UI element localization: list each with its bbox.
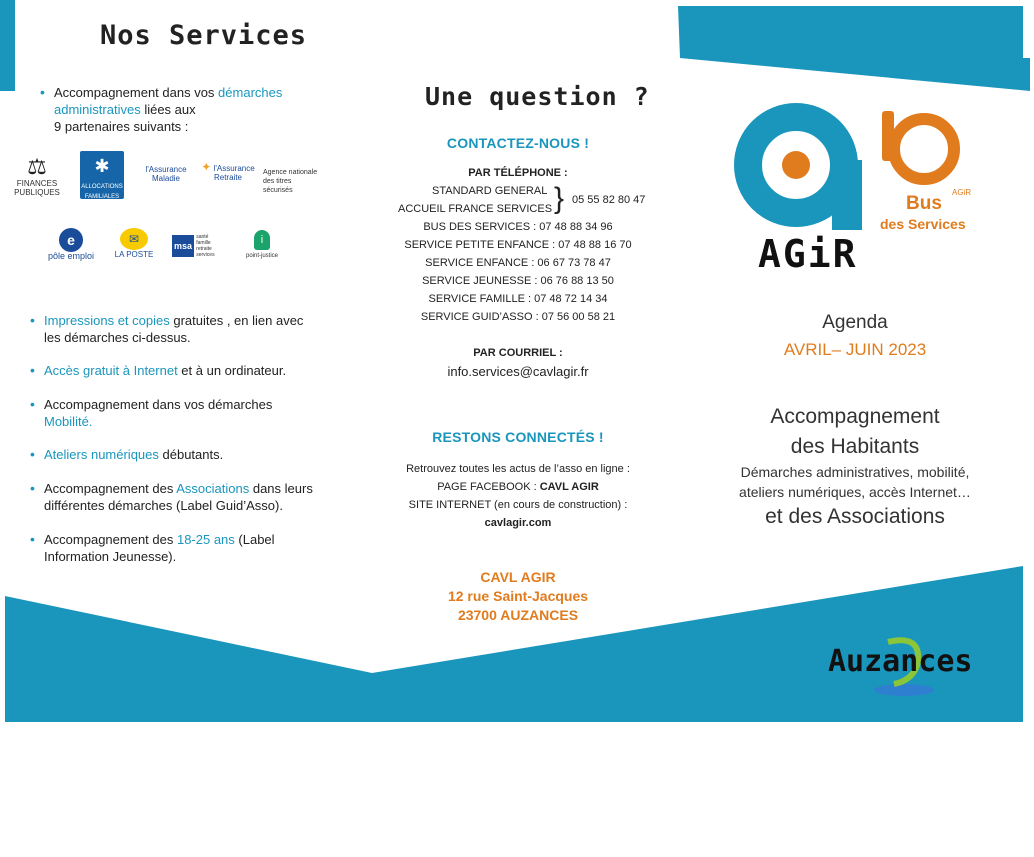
address-line-1: CAVL AGIR bbox=[480, 569, 556, 585]
service-text: Accompagnement des bbox=[44, 532, 177, 547]
acc-line-1: Accompagnement bbox=[770, 405, 940, 428]
site-label: SITE INTERNET (en cours de construction) : bbox=[408, 499, 628, 511]
services-list bbox=[26, 312, 321, 565]
logo-assurance-maladie bbox=[137, 165, 195, 183]
acc-assoc: et des Associations bbox=[765, 505, 945, 528]
intro-text-3: 9 partenaires suivants : bbox=[54, 119, 189, 134]
contact-heading: CONTACTEZ-NOUS ! bbox=[446, 135, 590, 151]
connect-intro: Retrouvez toutes les actus de l’asso en ligne : bbox=[406, 463, 630, 475]
service-text: (Label Information Jeunesse). bbox=[44, 532, 275, 564]
logo-label: LA POSTE bbox=[114, 250, 154, 259]
intro-block bbox=[36, 84, 326, 135]
phone-line: BUS DES SERVICES : 07 48 88 34 96 bbox=[423, 221, 613, 233]
phone-heading: PAR TÉLÉPHONE : bbox=[468, 167, 568, 179]
mail-address[interactable]: info.services@cavlagir.fr bbox=[447, 364, 589, 379]
facebook-label: PAGE FACEBOOK : bbox=[437, 481, 540, 493]
agir-logo-mark bbox=[728, 100, 878, 230]
agir-logo bbox=[728, 100, 878, 280]
service-text: et à un ordinateur. bbox=[177, 363, 287, 378]
contact-block bbox=[368, 134, 668, 382]
connect-heading: RESTONS CONNECTÉS ! bbox=[432, 429, 604, 445]
logo-label: Agence nationale des titres sécurisés bbox=[263, 169, 318, 194]
service-highlight: Accès gratuit à Internet bbox=[44, 363, 178, 378]
address-line-3: 23700 AUZANCES bbox=[457, 607, 579, 623]
facebook-value: CAVL AGIR bbox=[539, 481, 599, 493]
service-highlight: Ateliers numériques bbox=[44, 447, 159, 462]
bus-label: Bus bbox=[906, 193, 942, 214]
accueil-label: ACCUEIL FRANCE SERVICES bbox=[398, 203, 553, 215]
acc-line-2: des Habitants bbox=[790, 435, 920, 458]
brace: } bbox=[554, 182, 565, 215]
intro-text-2: liées aux bbox=[140, 102, 196, 117]
shared-number: 05 55 82 80 47 bbox=[572, 194, 646, 206]
connect-block bbox=[368, 428, 668, 532]
service-text: dans leurs différentes démarches (Label Guid’Asso). bbox=[44, 481, 313, 513]
top-left-teal-band bbox=[0, 0, 15, 91]
bus-small-label: AGiR bbox=[952, 188, 972, 197]
bus-services-label: des Services bbox=[880, 216, 966, 232]
facebook-line[interactable] bbox=[368, 478, 668, 496]
service-item bbox=[26, 312, 321, 346]
intro-text: Accompagnement dans vos bbox=[54, 85, 219, 100]
auzances-logo bbox=[826, 632, 996, 707]
service-item bbox=[26, 396, 321, 430]
service-highlight: Impressions et copies bbox=[44, 313, 170, 328]
acc-sub-2: ateliers numériques, accès Internet… bbox=[739, 484, 971, 500]
logo-label: point-justice bbox=[245, 253, 278, 259]
logo-pole-emploi: e pôle emploi bbox=[45, 228, 97, 261]
service-text: gratuites , en lien avec les démarches ci-dessus. bbox=[44, 313, 304, 345]
intro-item bbox=[36, 84, 326, 135]
top-right-teal-band bbox=[678, 6, 1030, 91]
logo-label: l'Assurance Retraite bbox=[213, 164, 255, 182]
intro-highlight: démarches administratives bbox=[54, 85, 283, 117]
auzances-wordmark: Auzances bbox=[828, 644, 973, 679]
services-title: Nos Services bbox=[100, 20, 308, 51]
logo-la-poste: ✉ LA POSTE bbox=[110, 228, 158, 259]
acc-sub-1: Démarches administratives, mobilité, bbox=[740, 464, 970, 480]
logo-assurance-retraite: ✦ l'Assurance Retraite bbox=[201, 160, 255, 182]
logo-msa: msa santé famille retraite services bbox=[172, 234, 224, 258]
phone-line: SERVICE JEUNESSE : 06 76 88 13 50 bbox=[422, 275, 614, 287]
service-item bbox=[26, 362, 321, 379]
service-text: Accompagnement dans vos démarches bbox=[44, 397, 273, 412]
logo-label: santé famille retraite services bbox=[196, 234, 215, 258]
shared-number-group bbox=[368, 182, 668, 218]
service-highlight: Associations bbox=[176, 481, 250, 496]
address-line-2: 12 rue Saint-Jacques bbox=[447, 588, 589, 604]
bus-logo-mark bbox=[872, 105, 982, 190]
agir-wordmark: AGiR bbox=[758, 232, 858, 276]
agenda-period: AVRIL– JUIN 2023 bbox=[783, 340, 927, 359]
service-item bbox=[26, 446, 321, 463]
logo-label: FINANCES PUBLIQUES bbox=[14, 179, 60, 197]
phone-line: SERVICE PETITE ENFANCE : 07 48 88 16 70 bbox=[404, 239, 632, 251]
address-block bbox=[368, 568, 668, 625]
question-title: Une question ? bbox=[425, 82, 650, 111]
bus-logo bbox=[872, 105, 982, 235]
phone-line: SERVICE GUID’ASSO : 07 56 00 58 21 bbox=[420, 311, 616, 323]
logo-label: l'Assurance Maladie bbox=[145, 165, 187, 183]
accompagnement-block bbox=[700, 402, 1010, 532]
service-text: Accompagnement des bbox=[44, 481, 177, 496]
service-item bbox=[26, 531, 321, 565]
mail-heading: PAR COURRIEL : bbox=[473, 347, 563, 359]
phone-line: SERVICE ENFANCE : 06 67 73 78 47 bbox=[425, 257, 611, 269]
logo-label: ALLOCATIONS FAMILIALES bbox=[81, 184, 123, 200]
logo-ants bbox=[263, 168, 319, 195]
logo-finances-publiques: ⚖ FINANCES PUBLIQUES bbox=[14, 154, 60, 197]
service-text: débutants. bbox=[158, 447, 224, 462]
site-link[interactable]: cavlagir.com bbox=[484, 517, 552, 529]
standard-label: STANDARD GENERAL bbox=[432, 185, 548, 197]
phone-line: SERVICE FAMILLE : 07 48 72 14 34 bbox=[428, 293, 608, 305]
logo-caf: ✱ ALLOCATIONS FAMILIALES bbox=[80, 151, 124, 199]
service-item bbox=[26, 480, 321, 514]
agenda-title: Agenda bbox=[822, 312, 888, 333]
logo-label: pôle emploi bbox=[47, 251, 95, 261]
service-highlight: Mobilité. bbox=[44, 414, 93, 429]
logo-point-justice: i point-justice bbox=[237, 230, 287, 261]
service-highlight: 18-25 ans bbox=[176, 532, 235, 547]
